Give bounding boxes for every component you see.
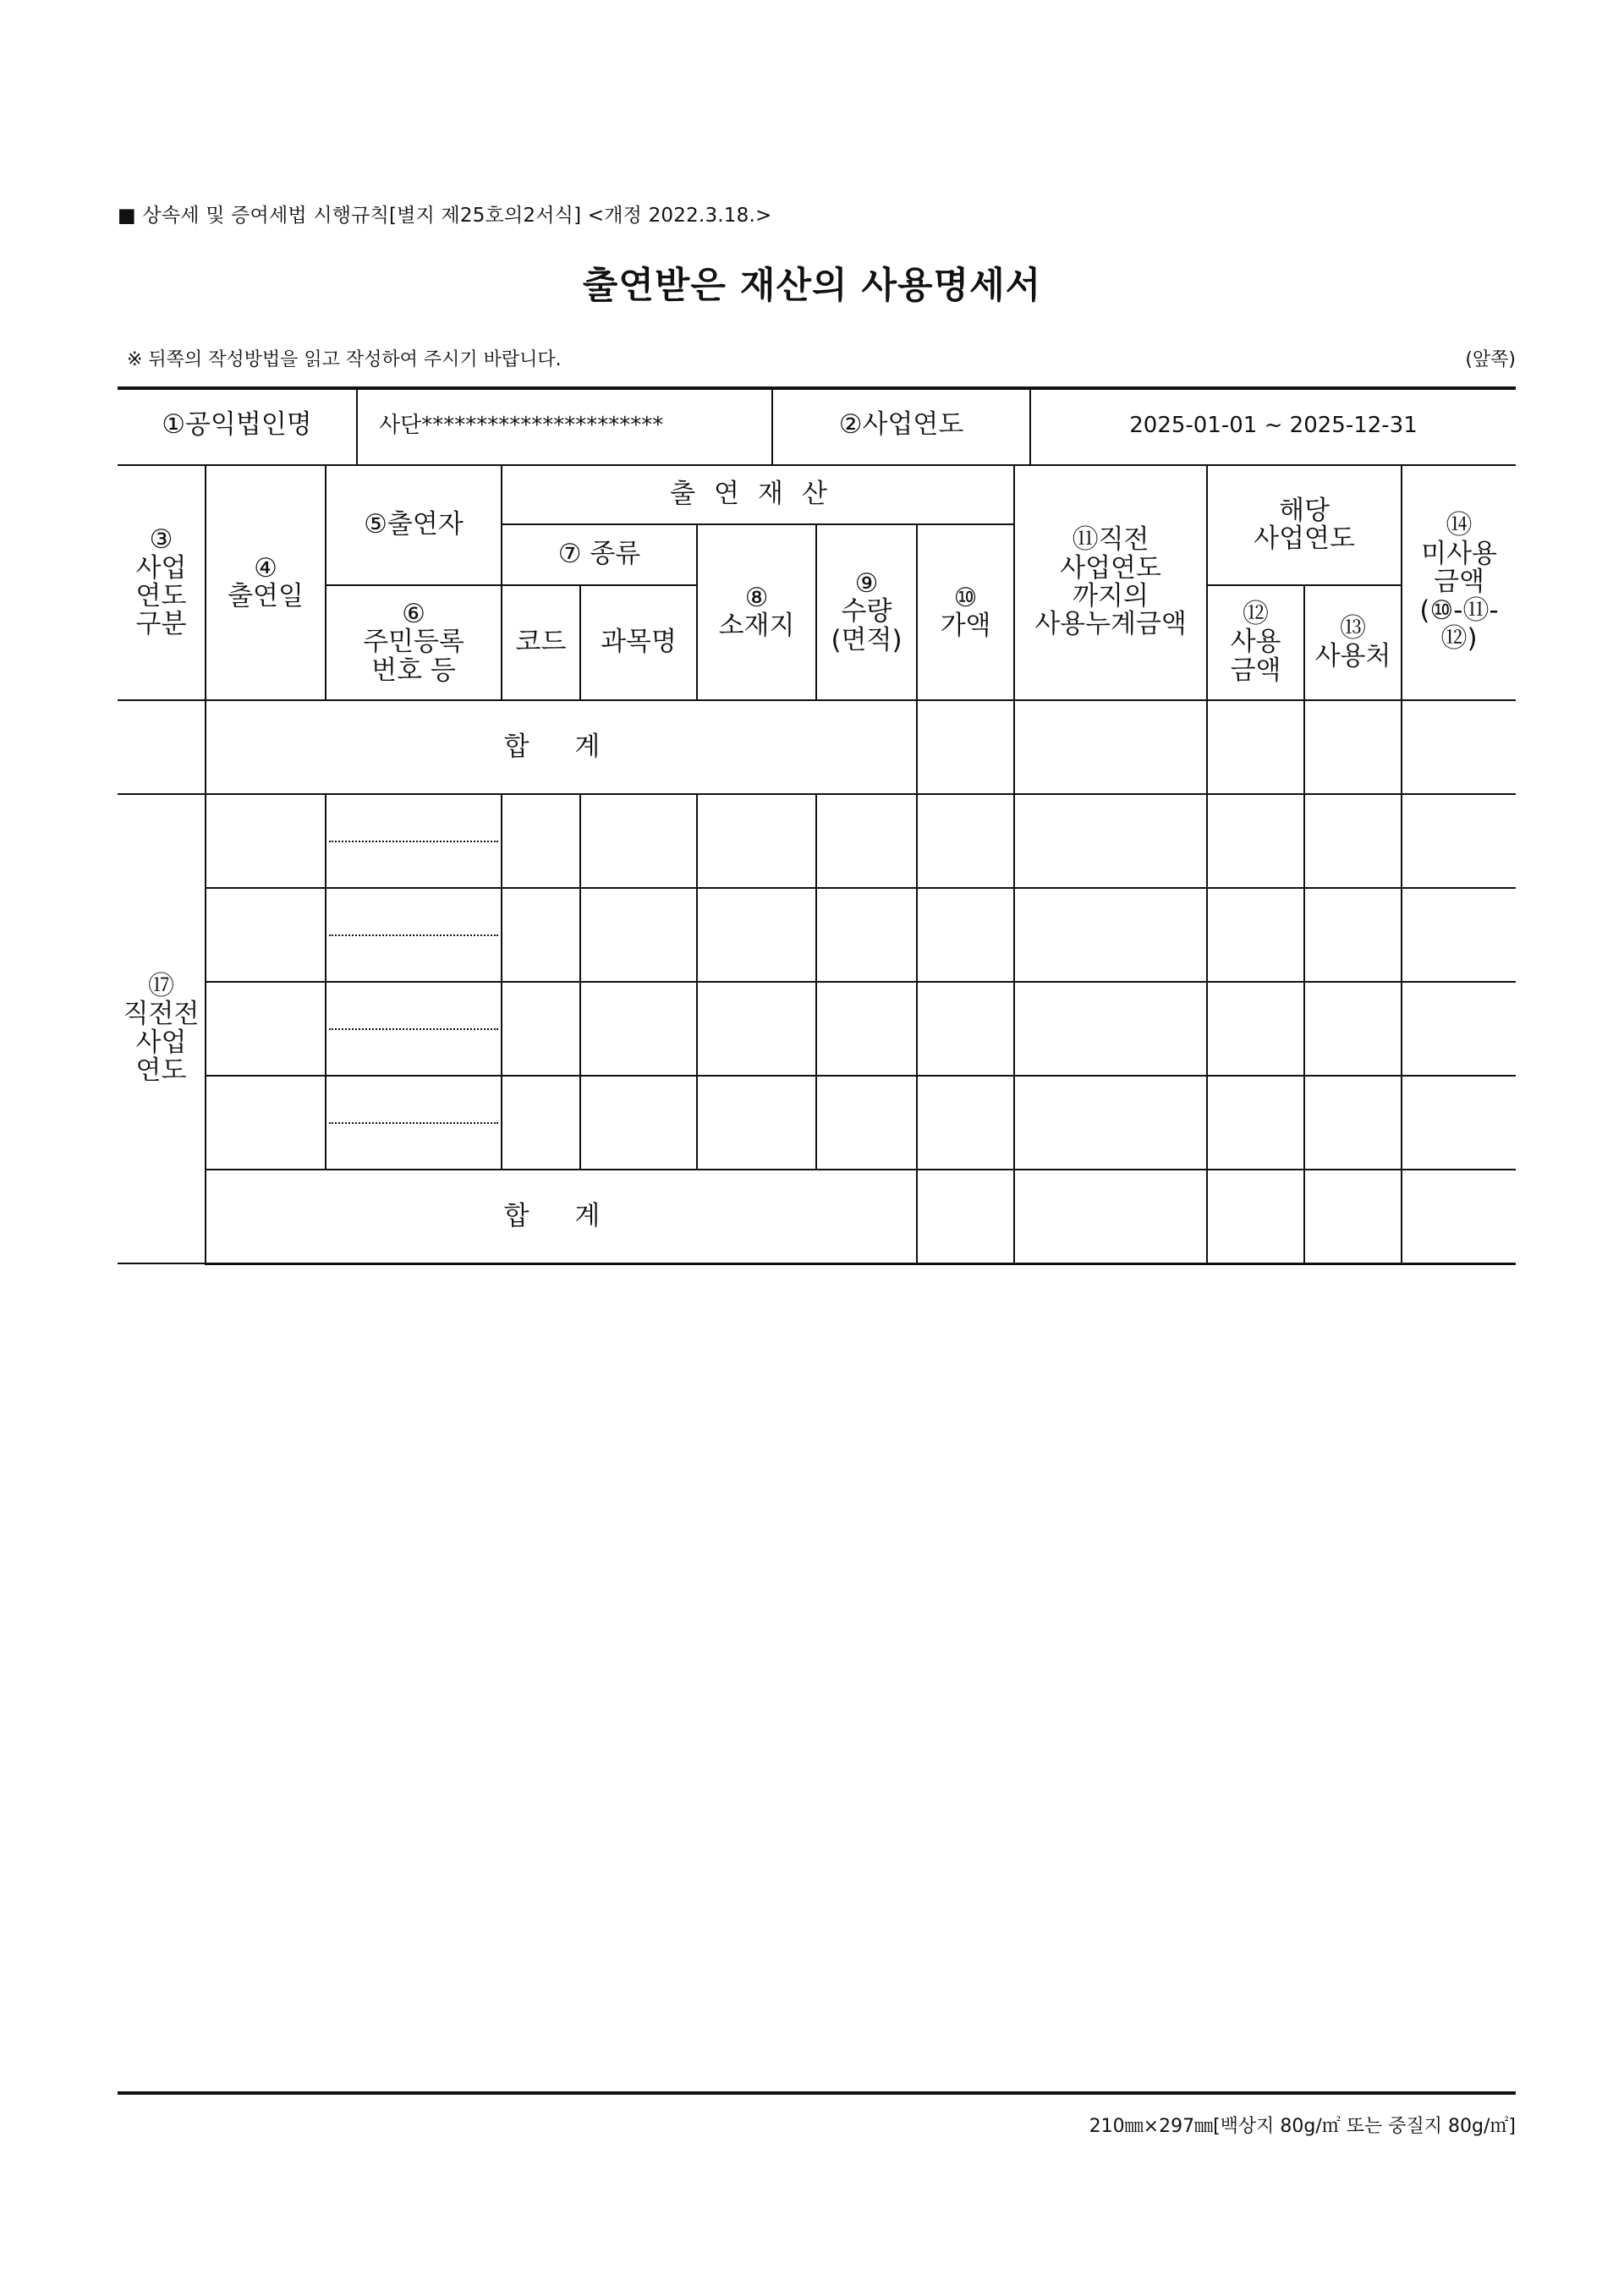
prev-total-used-amount-cell[interactable]	[1207, 1170, 1304, 1263]
header-unused-amount: ⑭ 미사용 금액 (⑩-⑪-⑫)	[1402, 466, 1516, 700]
total-row-type-cell[interactable]	[118, 700, 206, 794]
entry-cell[interactable]	[917, 794, 1014, 888]
total-unused-cell[interactable]	[1402, 700, 1516, 794]
business-year-label: ②사업연도	[772, 386, 1030, 465]
header-subject-name: 과목명	[580, 585, 697, 700]
entry-cell[interactable]	[1304, 982, 1402, 1076]
entry-cell[interactable]	[1014, 982, 1207, 1076]
prev-year-label: ⑰ 직전전 사업 연도	[118, 794, 206, 1263]
entry-cell[interactable]	[1014, 1076, 1207, 1170]
footer-rule	[118, 2091, 1516, 2095]
entry-cell[interactable]	[1402, 888, 1516, 982]
header-current-year: 해당 사업연도	[1207, 466, 1402, 585]
header-value: ⑩ 가액	[917, 524, 1014, 700]
entry-cell[interactable]	[580, 794, 697, 888]
prev-total-value-cell[interactable]	[917, 1170, 1014, 1263]
entry-cell[interactable]	[1207, 888, 1304, 982]
total-cumulative-cell[interactable]	[1014, 700, 1207, 794]
entry-cell[interactable]	[1207, 1076, 1304, 1170]
header-used-amount: ⑫ 사용 금액	[1207, 585, 1304, 700]
organization-info-table	[118, 386, 1516, 466]
document-title: 출연받은 재산의 사용명세서	[582, 265, 1042, 307]
entry-cell[interactable]	[502, 982, 580, 1076]
entry-cell[interactable]	[917, 888, 1014, 982]
header-cumulative-used: ⑪직전 사업연도 까지의 사용누계금액	[1014, 466, 1207, 700]
total-label: 합 계	[206, 700, 917, 794]
header-contributor: ⑤출연자	[326, 466, 502, 585]
entry-cell[interactable]	[917, 982, 1014, 1076]
entry-cell[interactable]	[697, 1076, 816, 1170]
entry-cell[interactable]	[917, 1076, 1014, 1170]
entry-cell[interactable]	[1207, 794, 1304, 888]
entry-cell[interactable]	[816, 794, 917, 888]
entry-cell[interactable]	[697, 982, 816, 1076]
form-reference: ■ 상속세 및 증여세법 시행규칙[별지 제25호의2서식] <개정 2022.3.18.>	[118, 205, 772, 227]
business-year-value[interactable]: 2025-01-01 ~ 2025-12-31	[1030, 386, 1516, 465]
org-name-value[interactable]: 사단**********************	[357, 386, 772, 465]
entry-cell[interactable]	[502, 888, 580, 982]
header-business-year-type: ③ 사업 연도 구분	[118, 466, 206, 700]
prev-total-usage-place-cell[interactable]	[1304, 1170, 1402, 1263]
entry-cell[interactable]	[1402, 982, 1516, 1076]
header-property-kind: ⑦ 종류	[502, 524, 697, 585]
entry-cell[interactable]	[206, 982, 326, 1076]
entry-cell[interactable]	[502, 794, 580, 888]
entry-cell[interactable]	[206, 794, 326, 888]
entry-cell[interactable]	[697, 794, 816, 888]
entry-cell[interactable]	[206, 1076, 326, 1170]
entry-cell[interactable]	[580, 1076, 697, 1170]
entry-cell[interactable]	[697, 888, 816, 982]
entry-cell[interactable]	[1207, 982, 1304, 1076]
total-used-amount-cell[interactable]	[1207, 700, 1304, 794]
entry-cell[interactable]	[816, 982, 917, 1076]
entry-cell[interactable]	[1304, 1076, 1402, 1170]
entry-cell[interactable]	[1304, 888, 1402, 982]
page-side-label: (앞쪽)	[1465, 349, 1516, 370]
header-code: 코드	[502, 585, 580, 700]
prev-total-label: 합 계	[206, 1170, 917, 1263]
entry-cell[interactable]	[580, 888, 697, 982]
total-value-cell[interactable]	[917, 700, 1014, 794]
prev-total-cumulative-cell[interactable]	[1014, 1170, 1207, 1263]
total-usage-place-cell[interactable]	[1304, 700, 1402, 794]
header-contribution-date: ④ 출연일	[206, 466, 326, 700]
entry-cell[interactable]	[1304, 794, 1402, 888]
entry-cell[interactable]	[816, 888, 917, 982]
entry-cell[interactable]	[502, 1076, 580, 1170]
property-usage-table	[118, 466, 1516, 1265]
prev-total-unused-cell[interactable]	[1402, 1170, 1516, 1263]
header-location: ⑧ 소재지	[697, 524, 816, 700]
instruction-notice: ※ 뒤쪽의 작성방법을 읽고 작성하여 주시기 바랍니다.	[127, 349, 562, 370]
entry-cell[interactable]	[1014, 888, 1207, 982]
contributor-split-cell[interactable]	[326, 1076, 502, 1170]
entry-cell[interactable]	[580, 982, 697, 1076]
header-resident-number: ⑥ 주민등록 번호 등	[326, 585, 502, 700]
entry-cell[interactable]	[816, 1076, 917, 1170]
entry-cell[interactable]	[1402, 794, 1516, 888]
contributor-split-cell[interactable]	[326, 888, 502, 982]
header-quantity: ⑨ 수량 (면적)	[816, 524, 917, 700]
paper-spec: 210㎜×297㎜[백상지 80g/㎡ 또는 중질지 80g/㎡]	[1089, 2116, 1516, 2137]
contributor-split-cell[interactable]	[326, 982, 502, 1076]
entry-cell[interactable]	[206, 888, 326, 982]
contributor-split-cell[interactable]	[326, 794, 502, 888]
entry-cell[interactable]	[1014, 794, 1207, 888]
header-usage-place: ⑬ 사용처	[1304, 585, 1402, 700]
org-name-label: ①공익법인명	[118, 386, 357, 465]
entry-cell[interactable]	[1402, 1076, 1516, 1170]
header-contributed-property: 출연재산	[502, 466, 1014, 524]
